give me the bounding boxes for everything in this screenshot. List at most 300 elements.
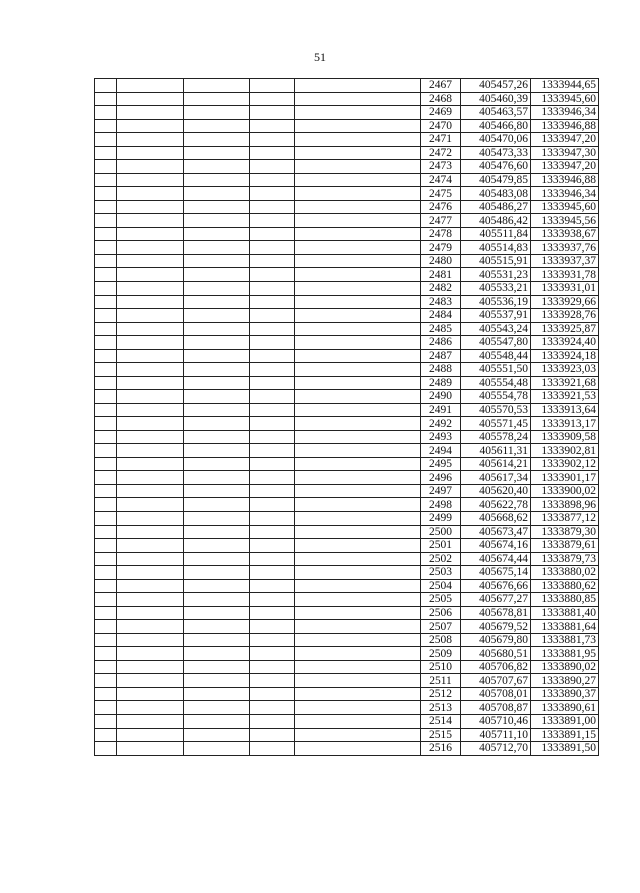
- y-coordinate-cell: 1333921,68: [531, 376, 599, 390]
- point-number-cell: 2513: [421, 701, 461, 715]
- y-coordinate-cell: 1333913,64: [531, 403, 599, 417]
- x-coordinate-cell: 405457,26: [461, 79, 531, 93]
- x-coordinate-cell: 405470,06: [461, 133, 531, 147]
- empty-cell: [184, 349, 250, 363]
- x-coordinate-cell: 405622,78: [461, 498, 531, 512]
- table-row: [95, 660, 599, 674]
- table-row: [95, 146, 599, 160]
- empty-cell: [295, 593, 421, 607]
- y-coordinate-cell: 1333925,87: [531, 322, 599, 336]
- point-number-cell: 2485: [421, 322, 461, 336]
- y-coordinate-cell: 1333946,34: [531, 187, 599, 201]
- empty-cell: [117, 146, 184, 160]
- point-number-cell: 2510: [421, 660, 461, 674]
- point-number-cell: 2471: [421, 133, 461, 147]
- x-coordinate-cell: 405483,08: [461, 187, 531, 201]
- empty-cell: [184, 742, 250, 756]
- empty-cell: [95, 417, 117, 431]
- table-row: [95, 119, 599, 133]
- empty-cell: [295, 173, 421, 187]
- empty-cell: [250, 322, 295, 336]
- table-row: [95, 674, 599, 688]
- empty-cell: [295, 336, 421, 350]
- empty-cell: [95, 444, 117, 458]
- y-coordinate-cell: 1333924,18: [531, 349, 599, 363]
- empty-cell: [250, 336, 295, 350]
- empty-cell: [250, 714, 295, 728]
- empty-cell: [295, 200, 421, 214]
- y-coordinate-cell: 1333928,76: [531, 309, 599, 323]
- table-row: [95, 214, 599, 228]
- table-row: [95, 376, 599, 390]
- empty-cell: [117, 160, 184, 174]
- x-coordinate-cell: 405680,51: [461, 647, 531, 661]
- empty-cell: [117, 742, 184, 756]
- empty-cell: [117, 593, 184, 607]
- table-row: [95, 417, 599, 431]
- empty-cell: [95, 390, 117, 404]
- table-row: [95, 714, 599, 728]
- empty-cell: [250, 660, 295, 674]
- empty-cell: [117, 187, 184, 201]
- point-number-cell: 2470: [421, 119, 461, 133]
- empty-cell: [95, 742, 117, 756]
- empty-cell: [95, 241, 117, 255]
- empty-cell: [117, 417, 184, 431]
- empty-cell: [295, 295, 421, 309]
- empty-cell: [95, 674, 117, 688]
- point-number-cell: 2507: [421, 620, 461, 634]
- point-number-cell: 2490: [421, 390, 461, 404]
- empty-cell: [184, 309, 250, 323]
- y-coordinate-cell: 1333890,37: [531, 687, 599, 701]
- empty-cell: [95, 498, 117, 512]
- empty-cell: [117, 484, 184, 498]
- point-number-cell: 2495: [421, 457, 461, 471]
- point-number-cell: 2503: [421, 566, 461, 580]
- empty-cell: [250, 579, 295, 593]
- empty-cell: [184, 512, 250, 526]
- empty-cell: [117, 241, 184, 255]
- point-number-cell: 2476: [421, 200, 461, 214]
- y-coordinate-cell: 1333929,66: [531, 295, 599, 309]
- page-number: 51: [314, 50, 326, 64]
- point-number-cell: 2489: [421, 376, 461, 390]
- empty-cell: [295, 268, 421, 282]
- empty-cell: [95, 173, 117, 187]
- empty-cell: [184, 173, 250, 187]
- empty-cell: [250, 457, 295, 471]
- empty-cell: [117, 430, 184, 444]
- table-row: [95, 444, 599, 458]
- empty-cell: [250, 498, 295, 512]
- table-row: [95, 309, 599, 323]
- point-number-cell: 2480: [421, 254, 461, 268]
- empty-cell: [250, 295, 295, 309]
- empty-cell: [117, 254, 184, 268]
- empty-cell: [184, 376, 250, 390]
- empty-cell: [117, 566, 184, 580]
- empty-cell: [184, 390, 250, 404]
- empty-cell: [184, 79, 250, 93]
- empty-cell: [117, 525, 184, 539]
- empty-cell: [117, 200, 184, 214]
- empty-cell: [184, 539, 250, 553]
- empty-cell: [250, 566, 295, 580]
- empty-cell: [250, 376, 295, 390]
- empty-cell: [184, 660, 250, 674]
- x-coordinate-cell: 405554,78: [461, 390, 531, 404]
- y-coordinate-cell: 1333945,56: [531, 214, 599, 228]
- empty-cell: [95, 539, 117, 553]
- table-row: [95, 160, 599, 174]
- empty-cell: [250, 687, 295, 701]
- empty-cell: [295, 92, 421, 106]
- empty-cell: [184, 187, 250, 201]
- y-coordinate-cell: 1333945,60: [531, 92, 599, 106]
- empty-cell: [117, 92, 184, 106]
- point-number-cell: 2483: [421, 295, 461, 309]
- empty-cell: [95, 336, 117, 350]
- empty-cell: [295, 349, 421, 363]
- empty-cell: [184, 254, 250, 268]
- empty-cell: [95, 92, 117, 106]
- empty-cell: [184, 633, 250, 647]
- empty-cell: [250, 742, 295, 756]
- empty-cell: [295, 728, 421, 742]
- table-row: [95, 92, 599, 106]
- x-coordinate-cell: 405668,62: [461, 512, 531, 526]
- table-row: [95, 268, 599, 282]
- x-coordinate-cell: 405570,53: [461, 403, 531, 417]
- empty-cell: [250, 512, 295, 526]
- y-coordinate-cell: 1333891,15: [531, 728, 599, 742]
- empty-cell: [184, 471, 250, 485]
- empty-cell: [295, 146, 421, 160]
- empty-cell: [250, 309, 295, 323]
- point-number-cell: 2492: [421, 417, 461, 431]
- y-coordinate-cell: 1333946,88: [531, 119, 599, 133]
- empty-cell: [95, 403, 117, 417]
- table-row: [95, 106, 599, 120]
- empty-cell: [295, 119, 421, 133]
- y-coordinate-cell: 1333881,73: [531, 633, 599, 647]
- empty-cell: [250, 214, 295, 228]
- table-row: [95, 606, 599, 620]
- y-coordinate-cell: 1333913,17: [531, 417, 599, 431]
- table-row: [95, 687, 599, 701]
- y-coordinate-cell: 1333877,12: [531, 512, 599, 526]
- empty-cell: [95, 714, 117, 728]
- empty-cell: [95, 133, 117, 147]
- y-coordinate-cell: 1333938,67: [531, 227, 599, 241]
- empty-cell: [184, 106, 250, 120]
- table-row: [95, 742, 599, 756]
- point-number-cell: 2468: [421, 92, 461, 106]
- y-coordinate-cell: 1333946,34: [531, 106, 599, 120]
- table-row: [95, 430, 599, 444]
- empty-cell: [295, 363, 421, 377]
- y-coordinate-cell: 1333902,81: [531, 444, 599, 458]
- empty-cell: [184, 484, 250, 498]
- point-number-cell: 2482: [421, 281, 461, 295]
- x-coordinate-cell: 405578,24: [461, 430, 531, 444]
- empty-cell: [95, 322, 117, 336]
- empty-cell: [117, 606, 184, 620]
- empty-cell: [117, 336, 184, 350]
- x-coordinate-cell: 405674,16: [461, 539, 531, 553]
- point-number-cell: 2508: [421, 633, 461, 647]
- y-coordinate-cell: 1333880,85: [531, 593, 599, 607]
- empty-cell: [295, 566, 421, 580]
- empty-cell: [250, 403, 295, 417]
- table-row: [95, 593, 599, 607]
- empty-cell: [184, 417, 250, 431]
- point-number-cell: 2478: [421, 227, 461, 241]
- empty-cell: [95, 146, 117, 160]
- empty-cell: [295, 309, 421, 323]
- point-number-cell: 2514: [421, 714, 461, 728]
- x-coordinate-cell: 405614,21: [461, 457, 531, 471]
- empty-cell: [295, 579, 421, 593]
- empty-cell: [250, 525, 295, 539]
- point-number-cell: 2498: [421, 498, 461, 512]
- empty-cell: [250, 119, 295, 133]
- empty-cell: [184, 281, 250, 295]
- table-row: [95, 227, 599, 241]
- empty-cell: [184, 363, 250, 377]
- empty-cell: [95, 281, 117, 295]
- empty-cell: [184, 714, 250, 728]
- empty-cell: [250, 633, 295, 647]
- x-coordinate-cell: 405476,60: [461, 160, 531, 174]
- x-coordinate-cell: 405486,42: [461, 214, 531, 228]
- empty-cell: [184, 457, 250, 471]
- y-coordinate-cell: 1333898,96: [531, 498, 599, 512]
- empty-cell: [295, 498, 421, 512]
- empty-cell: [95, 227, 117, 241]
- empty-cell: [117, 322, 184, 336]
- empty-cell: [250, 390, 295, 404]
- empty-cell: [95, 512, 117, 526]
- empty-cell: [117, 363, 184, 377]
- empty-cell: [295, 687, 421, 701]
- empty-cell: [95, 566, 117, 580]
- point-number-cell: 2499: [421, 512, 461, 526]
- point-number-cell: 2504: [421, 579, 461, 593]
- empty-cell: [295, 133, 421, 147]
- empty-cell: [184, 701, 250, 715]
- empty-cell: [295, 701, 421, 715]
- point-number-cell: 2487: [421, 349, 461, 363]
- empty-cell: [95, 471, 117, 485]
- empty-cell: [95, 268, 117, 282]
- empty-cell: [117, 444, 184, 458]
- empty-cell: [95, 660, 117, 674]
- x-coordinate-cell: 405473,33: [461, 146, 531, 160]
- table-row: [95, 363, 599, 377]
- empty-cell: [117, 214, 184, 228]
- empty-cell: [184, 200, 250, 214]
- point-number-cell: 2497: [421, 484, 461, 498]
- empty-cell: [117, 376, 184, 390]
- point-number-cell: 2467: [421, 79, 461, 93]
- table-row: [95, 566, 599, 580]
- y-coordinate-cell: 1333945,60: [531, 200, 599, 214]
- empty-cell: [184, 403, 250, 417]
- x-coordinate-cell: 405551,50: [461, 363, 531, 377]
- point-number-cell: 2502: [421, 552, 461, 566]
- x-coordinate-cell: 405617,34: [461, 471, 531, 485]
- empty-cell: [295, 376, 421, 390]
- empty-cell: [117, 701, 184, 715]
- x-coordinate-cell: 405536,19: [461, 295, 531, 309]
- x-coordinate-cell: 405537,91: [461, 309, 531, 323]
- empty-cell: [117, 687, 184, 701]
- x-coordinate-cell: 405554,48: [461, 376, 531, 390]
- x-coordinate-cell: 405708,87: [461, 701, 531, 715]
- empty-cell: [250, 620, 295, 634]
- y-coordinate-cell: 1333947,30: [531, 146, 599, 160]
- point-number-cell: 2509: [421, 647, 461, 661]
- empty-cell: [117, 133, 184, 147]
- empty-cell: [95, 579, 117, 593]
- empty-cell: [117, 295, 184, 309]
- empty-cell: [95, 552, 117, 566]
- empty-cell: [295, 106, 421, 120]
- x-coordinate-cell: 405678,81: [461, 606, 531, 620]
- empty-cell: [295, 674, 421, 688]
- empty-cell: [117, 552, 184, 566]
- x-coordinate-cell: 405707,67: [461, 674, 531, 688]
- empty-cell: [295, 620, 421, 634]
- empty-cell: [117, 106, 184, 120]
- table-row: [95, 295, 599, 309]
- empty-cell: [295, 322, 421, 336]
- y-coordinate-cell: 1333924,40: [531, 336, 599, 350]
- y-coordinate-cell: 1333921,53: [531, 390, 599, 404]
- x-coordinate-cell: 405531,23: [461, 268, 531, 282]
- empty-cell: [184, 92, 250, 106]
- table-row: [95, 525, 599, 539]
- empty-cell: [250, 349, 295, 363]
- empty-cell: [117, 633, 184, 647]
- point-number-cell: 2491: [421, 403, 461, 417]
- empty-cell: [117, 309, 184, 323]
- empty-cell: [95, 309, 117, 323]
- empty-cell: [295, 187, 421, 201]
- empty-cell: [117, 579, 184, 593]
- empty-cell: [184, 268, 250, 282]
- empty-cell: [250, 552, 295, 566]
- empty-cell: [184, 430, 250, 444]
- y-coordinate-cell: 1333947,20: [531, 160, 599, 174]
- y-coordinate-cell: 1333890,61: [531, 701, 599, 715]
- point-number-cell: 2494: [421, 444, 461, 458]
- empty-cell: [95, 349, 117, 363]
- point-number-cell: 2496: [421, 471, 461, 485]
- empty-cell: [250, 593, 295, 607]
- empty-cell: [184, 119, 250, 133]
- empty-cell: [250, 417, 295, 431]
- empty-cell: [95, 376, 117, 390]
- empty-cell: [184, 687, 250, 701]
- x-coordinate-cell: 405675,14: [461, 566, 531, 580]
- empty-cell: [117, 674, 184, 688]
- empty-cell: [95, 728, 117, 742]
- empty-cell: [184, 295, 250, 309]
- empty-cell: [295, 647, 421, 661]
- y-coordinate-cell: 1333931,78: [531, 268, 599, 282]
- point-number-cell: 2501: [421, 539, 461, 553]
- table-row: [95, 539, 599, 553]
- y-coordinate-cell: 1333900,02: [531, 484, 599, 498]
- x-coordinate-cell: 405679,52: [461, 620, 531, 634]
- empty-cell: [95, 606, 117, 620]
- empty-cell: [95, 701, 117, 715]
- point-number-cell: 2505: [421, 593, 461, 607]
- empty-cell: [95, 187, 117, 201]
- empty-cell: [295, 214, 421, 228]
- table-row: [95, 620, 599, 634]
- table-row: [95, 200, 599, 214]
- empty-cell: [117, 714, 184, 728]
- table-row: [95, 254, 599, 268]
- empty-cell: [295, 241, 421, 255]
- y-coordinate-cell: 1333879,30: [531, 525, 599, 539]
- point-number-cell: 2469: [421, 106, 461, 120]
- y-coordinate-cell: 1333946,88: [531, 173, 599, 187]
- empty-cell: [95, 593, 117, 607]
- empty-cell: [250, 430, 295, 444]
- table-row: [95, 471, 599, 485]
- empty-cell: [117, 539, 184, 553]
- empty-cell: [295, 512, 421, 526]
- y-coordinate-cell: 1333947,20: [531, 133, 599, 147]
- empty-cell: [295, 742, 421, 756]
- point-number-cell: 2486: [421, 336, 461, 350]
- empty-cell: [250, 92, 295, 106]
- point-number-cell: 2473: [421, 160, 461, 174]
- empty-cell: [117, 268, 184, 282]
- empty-cell: [117, 349, 184, 363]
- empty-cell: [250, 254, 295, 268]
- table-row: [95, 633, 599, 647]
- empty-cell: [250, 133, 295, 147]
- empty-cell: [184, 620, 250, 634]
- x-coordinate-cell: 405712,70: [461, 742, 531, 756]
- point-number-cell: 2512: [421, 687, 461, 701]
- y-coordinate-cell: 1333923,03: [531, 363, 599, 377]
- empty-cell: [184, 336, 250, 350]
- empty-cell: [250, 268, 295, 282]
- empty-cell: [295, 430, 421, 444]
- table-row: [95, 484, 599, 498]
- empty-cell: [250, 200, 295, 214]
- x-coordinate-cell: 405706,82: [461, 660, 531, 674]
- table-row: [95, 512, 599, 526]
- empty-cell: [184, 579, 250, 593]
- empty-cell: [295, 660, 421, 674]
- y-coordinate-cell: 1333902,12: [531, 457, 599, 471]
- point-number-cell: 2474: [421, 173, 461, 187]
- y-coordinate-cell: 1333880,62: [531, 579, 599, 593]
- empty-cell: [295, 227, 421, 241]
- point-number-cell: 2477: [421, 214, 461, 228]
- x-coordinate-cell: 405543,24: [461, 322, 531, 336]
- empty-cell: [95, 119, 117, 133]
- empty-cell: [295, 444, 421, 458]
